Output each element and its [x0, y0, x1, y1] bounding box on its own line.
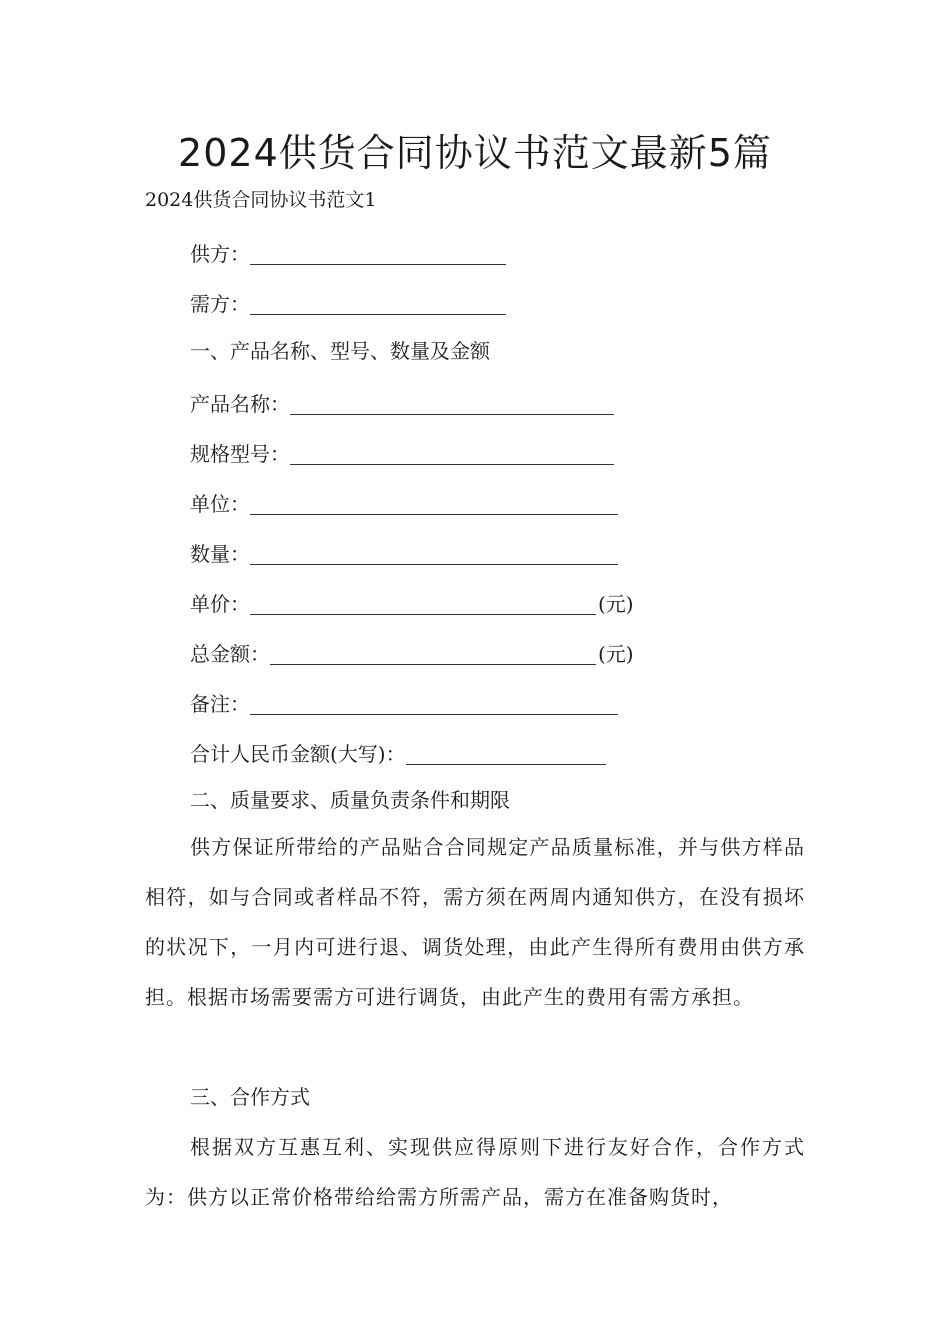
section1-heading: 一、产品名称、型号、数量及金额: [190, 339, 490, 363]
section2-heading: 二、质量要求、质量负责条件和期限: [190, 788, 510, 812]
product-name-blank-line: [290, 390, 614, 415]
unit-blank-line: [250, 490, 618, 515]
contract-subtitle: 2024供货合同协议书范文1: [145, 189, 377, 211]
supplier-blank-line: [250, 240, 506, 265]
section3-body: 根据双方互惠互利、实现供应得原则下进行友好合作，合作方式为：供方以正常价格带给给需方所需产品，需方在准备购货时，: [145, 1135, 805, 1209]
unit-price-suffix: (元): [598, 592, 634, 616]
supplier-field: [190, 234, 506, 268]
total-amount-label: 总金额：: [190, 642, 270, 666]
remarks-blank-line: [250, 690, 618, 715]
remarks-label: 备注：: [190, 692, 250, 716]
spec-model-blank-line: [290, 440, 614, 465]
rmb-total-blank-line: [406, 740, 606, 765]
rmb-total-field: [190, 734, 606, 768]
product-name-label: 产品名称：: [190, 392, 290, 416]
unit-label: 单位：: [190, 492, 250, 516]
total-amount-suffix: (元): [598, 642, 634, 666]
section3-heading: 三、合作方式: [190, 1085, 310, 1109]
spec-model-label: 规格型号：: [190, 442, 290, 466]
total-amount-field: [190, 634, 634, 668]
total-amount-blank-line: [270, 640, 596, 665]
rmb-total-label: 合计人民币金额(大写)：: [190, 742, 406, 766]
buyer-label: 需方：: [190, 292, 250, 316]
unit-price-field: [190, 584, 634, 618]
unit-field: [190, 484, 618, 518]
remarks-field: [190, 684, 618, 718]
supplier-label: 供方：: [190, 242, 250, 266]
spec-model-field: [190, 434, 614, 468]
quantity-blank-line: [250, 540, 618, 565]
document-title: 2024供货合同协议书范文最新5篇: [178, 131, 772, 175]
buyer-blank-line: [250, 290, 506, 315]
buyer-field: [190, 284, 506, 318]
quantity-label: 数量：: [190, 542, 250, 566]
unit-price-label: 单价：: [190, 592, 250, 616]
section2-body: 供方保证所带给的产品贴合合同规定产品质量标准，并与供方样品相符，如与合同或者样品不符，需方须在两周内通知供方，在没有损坏的状况下，一月内可进行退、调货处理，由此产生得所有费用由供方承担。根据市场需要需方可进行调货，由此产生的费用有需方承担。: [145, 835, 805, 1009]
product-name-field: [190, 384, 614, 418]
unit-price-blank-line: [250, 590, 596, 615]
quantity-field: [190, 534, 618, 568]
